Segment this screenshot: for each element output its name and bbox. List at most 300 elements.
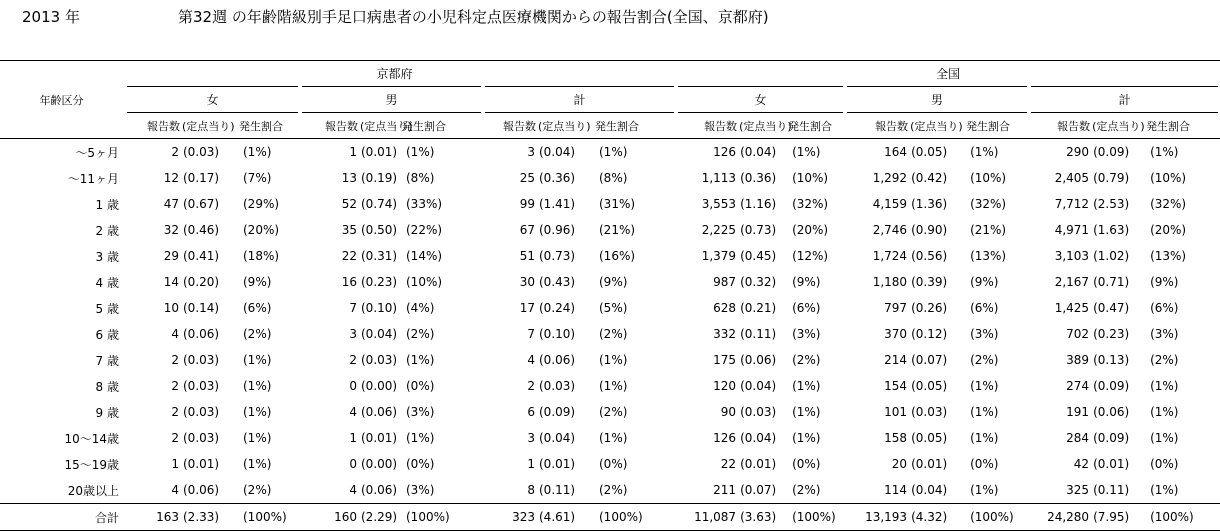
rate-cell: (10%)	[792, 171, 829, 185]
per-site-cell: (0.14)	[183, 301, 220, 315]
rate-cell: (1%)	[400, 139, 483, 166]
rate-cell: (1%)	[1150, 483, 1179, 497]
per-site-cell: (1.02)	[1093, 249, 1130, 263]
rate-cell: (9%)	[970, 275, 999, 289]
report-count-cell: 101	[884, 405, 908, 419]
rate-cell: (100%)	[786, 504, 845, 531]
report-count-cell: 214	[884, 353, 908, 367]
per-site-cell: (2.33)	[182, 504, 237, 531]
report-count-cell: 11,087	[676, 504, 739, 531]
per-site-cell: (0.10)	[539, 327, 576, 341]
report-count-cell: 126	[713, 431, 737, 445]
rate-cell: (6%)	[792, 301, 821, 315]
rate-cell: (0%)	[406, 379, 435, 393]
report-count-cell: 1	[527, 457, 535, 471]
rate-cell: (1%)	[1144, 139, 1220, 166]
report-count-cell: 3,553	[701, 197, 737, 211]
per-site-cell: (0.67)	[183, 197, 220, 211]
per-site-cell: (0.71)	[1093, 275, 1130, 289]
report-count-cell: 3	[483, 139, 538, 166]
per-site-cell: (0.41)	[183, 249, 220, 263]
age-cell: 4 歳	[95, 275, 119, 290]
per-site-cell: (0.09)	[1093, 431, 1130, 445]
report-count-cell: 4	[171, 327, 179, 341]
sex-header-total: 計	[483, 87, 676, 113]
rate-cell: (3%)	[406, 405, 435, 419]
report-count-cell: 13	[341, 171, 357, 185]
report-count-cell: 290	[1029, 139, 1092, 166]
age-cell: 9 歳	[95, 405, 119, 420]
report-count-cell: 2	[171, 379, 179, 393]
rate-cell: (1%)	[599, 431, 628, 445]
per-site-cell: (0.73)	[740, 223, 777, 237]
age-cell: 合計	[0, 504, 125, 531]
report-count-cell: 114	[884, 483, 908, 497]
per-site-cell: (0.09)	[1092, 139, 1144, 166]
rate-cell: (32%)	[792, 197, 829, 211]
rate-cell: (6%)	[243, 301, 272, 315]
rate-cell: (1%)	[243, 353, 272, 367]
age-cell: 8 歳	[95, 379, 119, 394]
per-site-cell: (0.04)	[739, 139, 786, 166]
per-site-col-header: (定点当り)	[739, 119, 792, 133]
per-site-cell: (0.01)	[539, 457, 576, 471]
per-site-cell: (0.04)	[539, 431, 576, 445]
report-count-cell: 0	[349, 457, 357, 471]
age-group-header: 年齢区分	[0, 61, 125, 139]
rate-col-header: 発生割合	[402, 119, 446, 133]
per-site-cell: (1.36)	[911, 197, 948, 211]
report-count-cell: 987	[713, 275, 737, 289]
report-count-cell: 52	[341, 197, 357, 211]
sex-header-total: 計	[1029, 87, 1220, 113]
sex-header-female: 女	[676, 87, 845, 113]
per-site-col-header: (定点当り)	[910, 119, 963, 133]
per-site-cell: (0.01)	[1093, 457, 1130, 471]
table-row	[0, 243, 1220, 269]
rate-cell: (32%)	[970, 197, 1007, 211]
report-count-cell: 4	[349, 405, 357, 419]
per-site-cell: (0.36)	[539, 171, 576, 185]
per-site-cell: (0.03)	[361, 353, 398, 367]
sex-header-male: 男	[845, 87, 1029, 113]
rate-cell: (1%)	[1150, 405, 1179, 419]
report-count-cell: 1	[171, 457, 179, 471]
report-count-cell: 3	[349, 327, 357, 341]
table-row	[0, 477, 1220, 504]
total-row	[0, 504, 1220, 531]
per-site-cell: (0.11)	[1093, 483, 1130, 497]
rate-cell: (1%)	[406, 431, 435, 445]
per-site-cell: (0.11)	[740, 327, 777, 341]
rate-col-header: 発生割合	[239, 119, 283, 133]
rate-cell: (1%)	[970, 431, 999, 445]
per-site-cell: (0.00)	[361, 457, 398, 471]
report-count-cell: 154	[884, 379, 908, 393]
report-count-cell: 35	[341, 223, 357, 237]
rate-cell: (1%)	[792, 379, 821, 393]
rate-cell: (1%)	[599, 379, 628, 393]
report-count-cell: 1,292	[872, 171, 908, 185]
per-site-cell: (0.20)	[183, 275, 220, 289]
rate-cell: (0%)	[792, 457, 821, 471]
region-header-national: 全国	[676, 61, 1220, 87]
report-count-cell: 67	[519, 223, 535, 237]
per-site-cell: (0.03)	[740, 405, 777, 419]
report-count-cell: 628	[713, 301, 737, 315]
age-cell: 5 歳	[95, 301, 119, 316]
per-site-cell: (0.11)	[539, 483, 576, 497]
report-count-cell: 160	[300, 504, 360, 531]
table-row	[0, 217, 1220, 243]
reports-col-header: 報告数	[147, 119, 180, 133]
per-site-cell: (2.53)	[1093, 197, 1130, 211]
rate-cell: (1%)	[970, 483, 999, 497]
per-site-cell: (0.03)	[539, 379, 576, 393]
rate-cell: (21%)	[599, 223, 636, 237]
report-count-cell: 702	[1066, 327, 1090, 341]
rate-cell: (18%)	[243, 249, 280, 263]
rate-cell: (10%)	[1150, 171, 1187, 185]
report-count-cell: 164	[845, 139, 910, 166]
per-site-cell: (0.03)	[911, 405, 948, 419]
per-site-cell: (0.39)	[911, 275, 948, 289]
per-site-cell: (0.13)	[1093, 353, 1130, 367]
rate-cell: (20%)	[1150, 223, 1187, 237]
per-site-cell: (0.19)	[361, 171, 398, 185]
report-count-cell: 16	[341, 275, 357, 289]
report-count-cell: 90	[720, 405, 737, 419]
report-count-cell: 7	[349, 301, 357, 315]
per-site-cell: (0.07)	[740, 483, 777, 497]
per-site-cell: (0.01)	[740, 457, 777, 471]
age-cell: 20歳以上	[67, 483, 119, 498]
per-site-cell: (0.23)	[1093, 327, 1130, 341]
report-count-cell: 2	[527, 379, 535, 393]
table-row	[0, 425, 1220, 451]
age-cell: 1 歳	[95, 197, 119, 212]
rate-cell: (1%)	[970, 379, 999, 393]
rate-cell: (100%)	[964, 504, 1029, 531]
rate-cell: (6%)	[1150, 301, 1179, 315]
rate-cell: (9%)	[243, 275, 272, 289]
rate-cell: (2%)	[792, 353, 821, 367]
rate-cell: (3%)	[406, 483, 435, 497]
rate-cell: (2%)	[599, 405, 628, 419]
report-count-cell: 175	[713, 353, 737, 367]
report-count-cell: 1,113	[701, 171, 737, 185]
rate-cell: (20%)	[243, 223, 280, 237]
table-row	[0, 295, 1220, 321]
report-count-cell: 332	[713, 327, 737, 341]
rate-cell: (0%)	[406, 457, 435, 471]
rate-cell: (0%)	[1150, 457, 1179, 471]
report-count-cell: 22	[720, 457, 737, 471]
per-site-col-header: (定点当り)	[1092, 119, 1145, 133]
per-site-cell: (0.47)	[1093, 301, 1130, 315]
rate-cell: (100%)	[400, 504, 483, 531]
rate-cell: (1%)	[1150, 379, 1179, 393]
per-site-cell: (0.04)	[538, 139, 593, 166]
per-site-cell: (0.04)	[911, 483, 948, 497]
report-title: 第32週 の年齢階級別手足口病患者の小児科定点医療機関からの報告割合(全国、京都府)	[178, 8, 769, 26]
per-site-cell: (0.09)	[539, 405, 576, 419]
age-cell: 15～19歳	[64, 457, 119, 472]
report-count-cell: 2,225	[701, 223, 737, 237]
report-count-cell: 2	[125, 139, 182, 166]
per-site-cell: (0.03)	[183, 405, 220, 419]
rate-cell: (5%)	[599, 301, 628, 315]
per-site-cell: (0.05)	[910, 139, 964, 166]
table-row	[0, 139, 1220, 166]
reports-col-header: 報告数	[875, 119, 909, 133]
rate-cell: (8%)	[599, 171, 628, 185]
per-site-cell: (0.17)	[183, 171, 220, 185]
per-site-cell: (0.43)	[539, 275, 576, 289]
per-site-cell: (0.07)	[911, 353, 948, 367]
report-count-cell: 1,180	[872, 275, 908, 289]
rate-cell: (3%)	[1150, 327, 1179, 341]
rate-cell: (7%)	[243, 171, 272, 185]
report-count-cell: 47	[163, 197, 179, 211]
rate-cell: (1%)	[786, 139, 845, 166]
report-count-cell: 7,712	[1054, 197, 1090, 211]
report-count-cell: 191	[1066, 405, 1090, 419]
reports-col-header: 報告数	[1057, 119, 1091, 133]
report-count-cell: 4	[171, 483, 179, 497]
per-site-cell: (0.90)	[911, 223, 948, 237]
per-site-cell: (0.01)	[911, 457, 948, 471]
rate-cell: (6%)	[970, 301, 999, 315]
report-count-cell: 2	[171, 431, 179, 445]
per-site-cell: (0.06)	[539, 353, 576, 367]
report-count-cell: 30	[519, 275, 535, 289]
table-row	[0, 399, 1220, 425]
report-count-cell: 0	[349, 379, 357, 393]
report-count-cell: 126	[676, 139, 739, 166]
rate-cell: (1%)	[243, 457, 272, 471]
report-count-cell: 10	[163, 301, 179, 315]
per-site-cell: (0.09)	[1093, 379, 1130, 393]
per-site-cell: (2.29)	[360, 504, 400, 531]
age-distribution-table	[0, 60, 1220, 531]
per-site-cell: (0.12)	[911, 327, 948, 341]
rate-cell: (13%)	[1150, 249, 1187, 263]
per-site-cell: (0.42)	[911, 171, 948, 185]
per-site-cell: (0.26)	[911, 301, 948, 315]
per-site-cell: (0.96)	[539, 223, 576, 237]
rate-cell: (1%)	[964, 139, 1029, 166]
per-site-cell: (0.03)	[182, 139, 237, 166]
rate-cell: (4%)	[406, 301, 435, 315]
age-cell: 10～14歳	[64, 431, 119, 446]
per-site-cell: (3.63)	[739, 504, 786, 531]
rate-cell: (1%)	[593, 139, 676, 166]
rate-cell: (3%)	[792, 327, 821, 341]
rate-cell: (1%)	[406, 353, 435, 367]
per-site-col-header: (定点当り)	[538, 119, 591, 133]
report-count-cell: 211	[713, 483, 737, 497]
rate-cell: (22%)	[406, 223, 443, 237]
per-site-cell: (0.73)	[539, 249, 576, 263]
report-count-cell: 3,103	[1054, 249, 1090, 263]
report-count-cell: 389	[1066, 353, 1090, 367]
rate-cell: (21%)	[970, 223, 1007, 237]
table-row	[0, 165, 1220, 191]
per-site-cell: (0.10)	[361, 301, 398, 315]
reports-col-header: 報告数	[325, 119, 358, 133]
per-site-col-header: (定点当り)	[182, 119, 235, 133]
age-cell: 7 歳	[95, 353, 119, 368]
per-site-cell: (0.04)	[740, 431, 777, 445]
table-row	[0, 347, 1220, 373]
report-count-cell: 29	[163, 249, 179, 263]
per-site-cell: (0.03)	[183, 431, 220, 445]
rate-cell: (29%)	[243, 197, 280, 211]
rate-cell: (16%)	[599, 249, 636, 263]
rate-cell: (20%)	[792, 223, 829, 237]
rate-cell: (32%)	[1150, 197, 1187, 211]
rate-cell: (1%)	[792, 431, 821, 445]
report-count-cell: 6	[527, 405, 535, 419]
report-count-cell: 797	[884, 301, 908, 315]
rate-cell: (12%)	[792, 249, 829, 263]
report-count-cell: 8	[527, 483, 535, 497]
rate-cell: (14%)	[406, 249, 443, 263]
per-site-cell: (0.01)	[183, 457, 220, 471]
report-count-cell: 4,971	[1054, 223, 1090, 237]
report-count-cell: 2	[349, 353, 357, 367]
report-count-cell: 1	[349, 431, 357, 445]
report-count-cell: 99	[519, 197, 535, 211]
per-site-cell: (1.16)	[740, 197, 777, 211]
region-header-kyoto: 京都府	[125, 61, 676, 87]
table-row	[0, 191, 1220, 217]
rate-col-header: 発生割合	[788, 119, 833, 133]
table-row	[0, 373, 1220, 399]
per-site-cell: (0.05)	[911, 379, 948, 393]
per-site-cell: (0.06)	[183, 327, 220, 341]
rate-cell: (1%)	[243, 405, 272, 419]
rate-cell: (9%)	[1150, 275, 1179, 289]
per-site-cell: (4.61)	[538, 504, 593, 531]
per-site-cell: (0.56)	[911, 249, 948, 263]
report-count-cell: 20	[891, 457, 908, 471]
per-site-cell: (4.32)	[910, 504, 964, 531]
report-count-cell: 2,746	[872, 223, 908, 237]
rate-cell: (1%)	[243, 379, 272, 393]
report-count-cell: 2	[171, 353, 179, 367]
rate-cell: (31%)	[599, 197, 636, 211]
reports-col-header: 報告数	[704, 119, 738, 133]
report-count-cell: 1,379	[701, 249, 737, 263]
age-cell: 6 歳	[95, 327, 119, 342]
report-count-cell: 4,159	[872, 197, 908, 211]
rate-cell: (3%)	[970, 327, 999, 341]
rate-cell: (13%)	[970, 249, 1007, 263]
rate-cell: (2%)	[970, 353, 999, 367]
rate-cell: (0%)	[970, 457, 999, 471]
rate-col-header: 発生割合	[595, 119, 639, 133]
per-site-cell: (0.03)	[183, 379, 220, 393]
table-row	[0, 321, 1220, 347]
per-site-cell: (0.01)	[361, 431, 398, 445]
per-site-cell: (0.00)	[361, 379, 398, 393]
per-site-cell: (0.03)	[183, 353, 220, 367]
rate-col-header: 発生割合	[966, 119, 1011, 133]
rate-col-header: 発生割合	[1146, 119, 1191, 133]
sex-header-female: 女	[125, 87, 300, 113]
rate-cell: (33%)	[406, 197, 443, 211]
report-count-cell: 51	[519, 249, 535, 263]
rate-cell: (2%)	[243, 327, 272, 341]
per-site-cell: (0.24)	[539, 301, 576, 315]
sex-header-male: 男	[300, 87, 483, 113]
report-count-cell: 22	[341, 249, 357, 263]
report-year: 2013 年	[22, 8, 80, 26]
rate-cell: (100%)	[1144, 504, 1220, 531]
rate-cell: (1%)	[792, 405, 821, 419]
rate-cell: (1%)	[599, 353, 628, 367]
per-site-cell: (0.06)	[361, 483, 398, 497]
per-site-cell: (0.05)	[911, 431, 948, 445]
per-site-cell: (0.04)	[361, 327, 398, 341]
report-count-cell: 1	[300, 139, 360, 166]
report-count-cell: 2,167	[1054, 275, 1090, 289]
per-site-cell: (0.06)	[1093, 405, 1130, 419]
report-count-cell: 14	[163, 275, 179, 289]
report-count-cell: 32	[163, 223, 179, 237]
rate-cell: (9%)	[599, 275, 628, 289]
rate-cell: (10%)	[406, 275, 443, 289]
per-site-cell: (0.31)	[361, 249, 398, 263]
report-count-cell: 3	[527, 431, 535, 445]
report-count-cell: 1,724	[872, 249, 908, 263]
report-count-cell: 274	[1066, 379, 1090, 393]
rate-cell: (1%)	[243, 431, 272, 445]
per-site-cell: (0.04)	[740, 379, 777, 393]
rate-cell: (2%)	[599, 327, 628, 341]
per-site-cell: (0.74)	[361, 197, 398, 211]
report-count-cell: 325	[1066, 483, 1090, 497]
rate-cell: (2%)	[243, 483, 272, 497]
report-count-cell: 2	[171, 405, 179, 419]
report-count-cell: 13,193	[845, 504, 910, 531]
per-site-cell: (0.32)	[740, 275, 777, 289]
report-count-cell: 4	[527, 353, 535, 367]
table-row	[0, 269, 1220, 295]
rate-cell: (1%)	[970, 405, 999, 419]
per-site-cell: (0.01)	[360, 139, 400, 166]
report-count-cell: 284	[1066, 431, 1090, 445]
per-site-cell: (0.06)	[361, 405, 398, 419]
report-count-cell: 163	[125, 504, 182, 531]
reports-col-header: 報告数	[503, 119, 536, 133]
per-site-col-header: (定点当り)	[360, 119, 413, 133]
report-count-cell: 323	[483, 504, 538, 531]
rate-cell: (1%)	[1150, 431, 1179, 445]
report-count-cell: 7	[527, 327, 535, 341]
per-site-cell: (0.06)	[183, 483, 220, 497]
report-count-cell: 24,280	[1029, 504, 1092, 531]
report-count-cell: 4	[349, 483, 357, 497]
report-count-cell: 2,405	[1054, 171, 1090, 185]
per-site-cell: (0.23)	[361, 275, 398, 289]
report-count-cell: 12	[163, 171, 179, 185]
per-site-cell: (1.41)	[539, 197, 576, 211]
rate-cell: (8%)	[406, 171, 435, 185]
report-count-cell: 17	[519, 301, 535, 315]
